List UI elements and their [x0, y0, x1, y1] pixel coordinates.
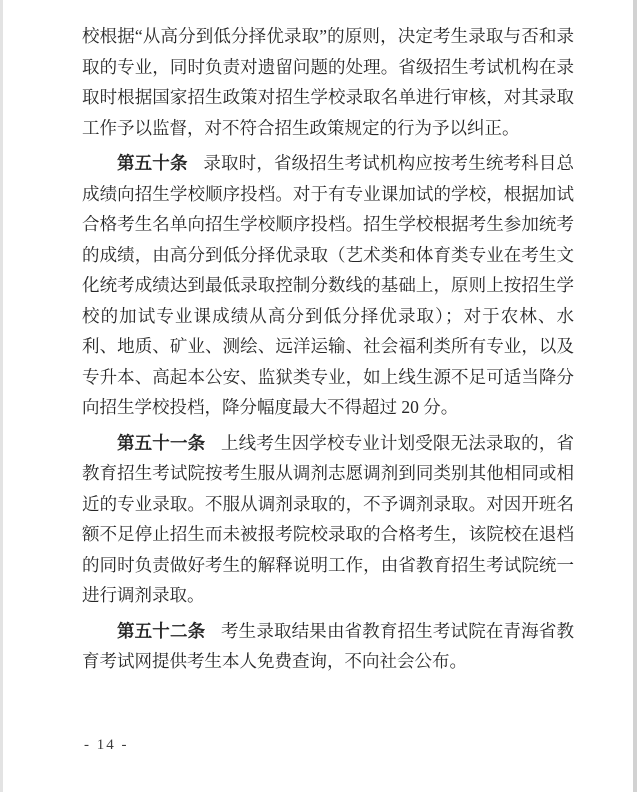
paragraph-text: 录取时，省级招生考试机构应按考生统考科目总成绩向招生学校顺序投档。对于有专业课加试的学校，根据加试合格考生名单向招生学校顺序投档。招生学校根据考生参加统考的成绩，由高分到低分择优录取（艺术类和体育类专业在考生文化统考成绩达到最低录取控制分数线的基础上，原则上按招生学校的加试专业课成绩从高分到低分择优录取）；对于农林、水利、地质、矿业、测绘、远洋运输、社会福利类所有专业，以及专升本、高起本公安、监狱类专业，如上线生源不足可适当降分向招生学校投档，降分幅度最大不得超过 20 分。: [82, 153, 574, 417]
paragraph-text: 校根据“从高分到低分择优录取”的原则，决定考生录取与否和录取的专业，同时负责对遗留问题的处理。省级招生考试机构在录取时根据国家招生政策对招生学校录取名单进行审核，对其录取工作予以监督，对不符合招生政策规定的行为予以纠正。: [82, 26, 574, 138]
scan-edge-right: [633, 0, 637, 792]
paragraph: [82, 148, 574, 423]
paragraph: [82, 428, 574, 611]
page-number: - 14 -: [84, 737, 129, 753]
paragraph: [82, 21, 574, 143]
paragraph-text: 考生录取结果由省教育招生考试院在青海省教育考试网提供考生本人免费查询，不向社会公布。: [82, 620, 574, 671]
article-number: 第五十条: [117, 153, 188, 173]
scan-edge-left: [0, 0, 3, 792]
paragraph: [82, 616, 574, 677]
paragraph-text: 上线考生因学校专业计划受限无法录取的，省教育招生考试院按考生服从调剂志愿调剂到同类别其他相同或相近的专业录取。不服从调剂录取的，不予调剂录取。对因开班名额不足停止招生而未被报考院校录取的合格考生，该院校在退档的同时负责做好考生的解释说明工作，由省教育招生考试院统一进行调剂录取。: [82, 432, 574, 605]
page-footer: [84, 736, 129, 754]
document-body: [82, 21, 574, 677]
article-number: 第五十一条: [117, 432, 206, 453]
article-number: 第五十二条: [117, 620, 206, 641]
